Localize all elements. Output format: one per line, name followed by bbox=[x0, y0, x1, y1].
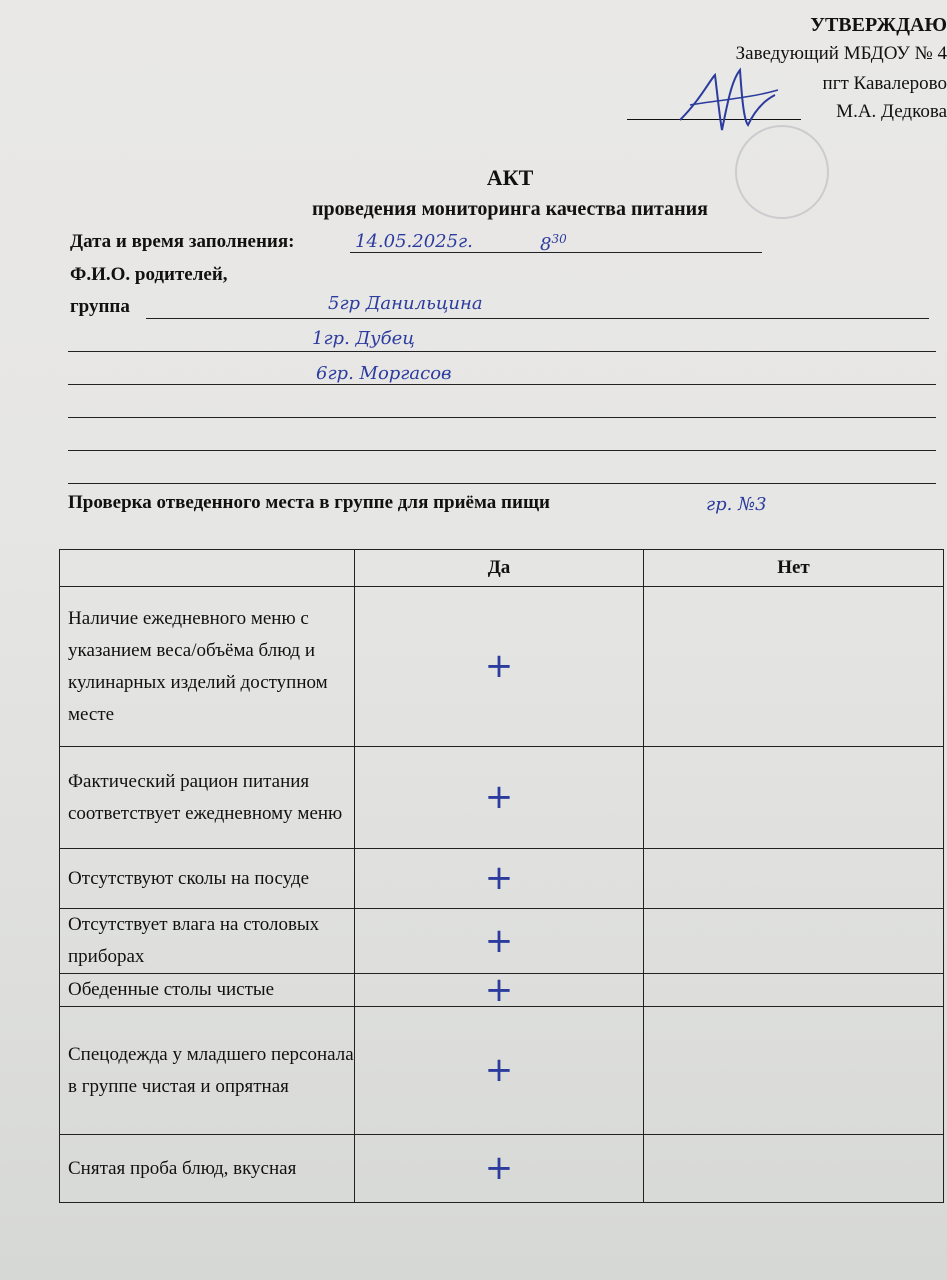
yes-cell bbox=[355, 1007, 644, 1135]
yes-cell bbox=[355, 909, 644, 974]
table-header-row bbox=[60, 550, 944, 587]
approval-title: УТВЕРЖДАЮ bbox=[810, 14, 947, 36]
no-cell bbox=[644, 1135, 944, 1203]
yes-cell bbox=[355, 587, 644, 747]
parents-line-4 bbox=[68, 417, 936, 418]
header-criterion bbox=[60, 550, 355, 587]
act-subtitle: проведения мониторинга качества питания bbox=[312, 198, 708, 220]
parent-entry-3: 6гр. Моргасов bbox=[316, 363, 452, 384]
date-value: 14.05.2025г. bbox=[355, 231, 473, 252]
parents-label: Ф.И.О. родителей, bbox=[70, 264, 228, 285]
no-cell bbox=[644, 587, 944, 747]
yes-cell bbox=[355, 849, 644, 909]
time-value bbox=[540, 232, 567, 255]
yes-mark: + bbox=[484, 646, 514, 686]
criterion-cell: Наличие ежедневного меню с указанием веса/объёма блюд и кулинарных изделий доступном месте bbox=[60, 587, 355, 747]
yes-mark: + bbox=[484, 1148, 514, 1188]
yes-cell bbox=[355, 969, 644, 1010]
table-row bbox=[60, 587, 944, 747]
yes-cell bbox=[355, 1135, 644, 1203]
criterion-cell: Обеденные столы чистые bbox=[60, 974, 355, 1007]
yes-mark: + bbox=[484, 969, 514, 1010]
parents-line-6 bbox=[68, 483, 936, 484]
parents-line-1 bbox=[146, 318, 929, 319]
time-minutes: 30 bbox=[551, 232, 567, 246]
approval-name: М.А. Дедкова bbox=[836, 101, 947, 122]
yes-mark: + bbox=[484, 1050, 514, 1090]
group-label: группа bbox=[70, 296, 130, 317]
yes-cell bbox=[355, 747, 644, 849]
table-row bbox=[60, 974, 944, 1007]
table-row bbox=[60, 849, 944, 909]
section-title: Проверка отведенного места в группе для приёма пищи bbox=[68, 492, 550, 513]
approval-place: пгт Кавалерово bbox=[822, 73, 947, 94]
table-row bbox=[60, 747, 944, 849]
no-cell bbox=[644, 909, 944, 974]
criterion-cell: Спецодежда у младшего персонала в группе чистая и опрятная bbox=[60, 1007, 355, 1135]
criterion-cell: Отсутствует влага на столовых приборах bbox=[60, 909, 355, 974]
parents-line-2 bbox=[68, 351, 936, 352]
no-cell bbox=[644, 849, 944, 909]
yes-mark: + bbox=[484, 858, 514, 898]
yes-mark: + bbox=[484, 920, 514, 961]
time-hours: 8 bbox=[540, 234, 552, 255]
header-no: Нет bbox=[644, 550, 944, 587]
table-row bbox=[60, 1135, 944, 1203]
date-label: Дата и время заполнения: bbox=[70, 231, 295, 252]
criterion-cell: Снятая проба блюд, вкусная bbox=[60, 1135, 355, 1203]
no-cell bbox=[644, 1007, 944, 1135]
table-row bbox=[60, 1007, 944, 1135]
no-cell bbox=[644, 747, 944, 849]
no-cell bbox=[644, 974, 944, 1007]
monitoring-table bbox=[59, 549, 944, 1203]
section-note: гр. №3 bbox=[706, 494, 767, 515]
parent-entry-1: 5гр Данильцина bbox=[328, 293, 483, 314]
parent-entry-2: 1гр. Дубец bbox=[312, 328, 415, 349]
yes-mark: + bbox=[484, 777, 514, 817]
act-title: АКТ bbox=[486, 165, 534, 190]
parents-line-3 bbox=[68, 384, 936, 385]
parents-line-5 bbox=[68, 450, 936, 451]
approval-position: Заведующий МБДОУ № 4 bbox=[735, 43, 947, 64]
criterion-cell: Фактический рацион питания соответствует ежедневному меню bbox=[60, 747, 355, 849]
table-row bbox=[60, 909, 944, 974]
criterion-cell: Отсутствуют сколы на посуде bbox=[60, 849, 355, 909]
header-yes: Да bbox=[355, 550, 644, 587]
